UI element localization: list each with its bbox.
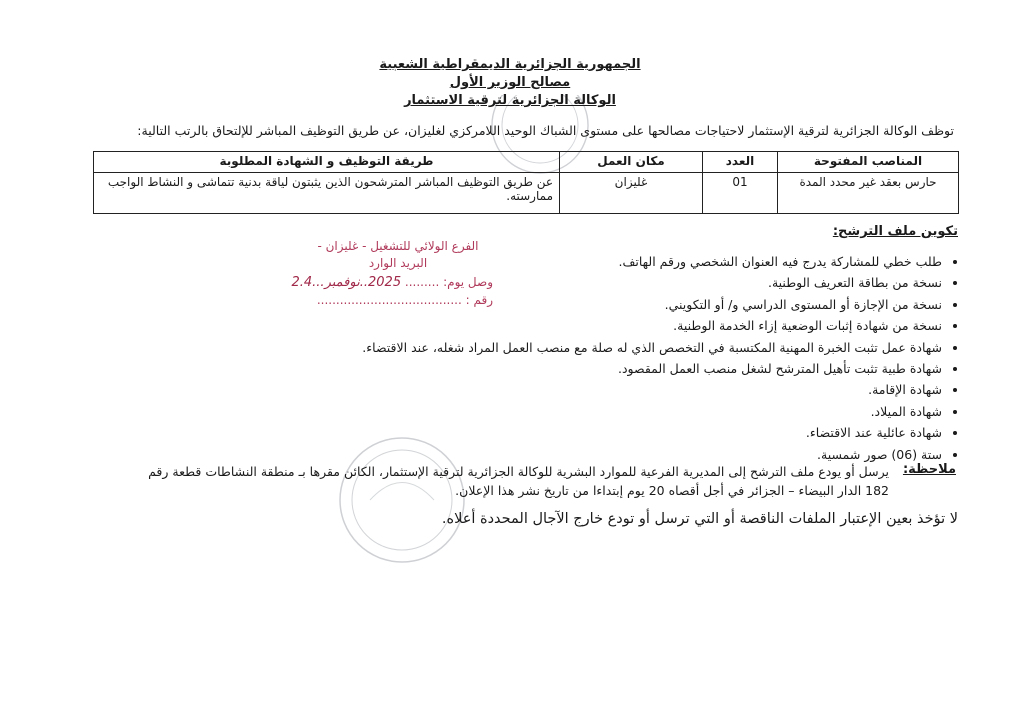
- list-item: • نسخة من بطاقة التعريف الوطنية.: [362, 272, 942, 293]
- stamp-received-label: وصل يوم:: [443, 275, 493, 289]
- table-row: [94, 173, 959, 214]
- table-header-row: [94, 152, 959, 173]
- col-header-method: طريقة التوظيف و الشهادة المطلوبة: [94, 152, 560, 173]
- list-item: • شهادة الميلاد.: [362, 401, 942, 422]
- cell-position: حارس بعقد غير محدد المدة: [778, 173, 959, 214]
- cell-location: غليزان: [560, 173, 703, 214]
- stamp-office-line: الفرع الولائي للتشغيل - غليزان -: [317, 239, 479, 253]
- col-header-location: مكان العمل: [560, 152, 703, 173]
- list-item: • شهادة طبية تثبت تأهيل المترشح لشغل منصب العمل المقصود.: [362, 358, 942, 379]
- final-warning: لا تؤخذ بعين الإعتبار الملفات الناقصة أو التي ترسل أو تودع خارج الآجال المحددة أعلاه.: [441, 511, 958, 527]
- republic-title: الجمهورية الجزائرية الديمقراطية الشعبية: [379, 57, 641, 72]
- agency-title: الوكالة الجزائرية لترقية الاستثمار: [404, 93, 616, 108]
- list-item: • شهادة عائلية عند الاقتضاء.: [362, 422, 942, 443]
- stamp-received-row: وصل يوم: ......... 2025..نوفمبر...2.4: [291, 275, 493, 290]
- list-item: • نسخة من الإجازة أو المستوى الدراسي و/ أو التكويني.: [362, 294, 942, 315]
- list-item: • ستة (06) صور شمسية.: [362, 444, 942, 465]
- intro-paragraph: توظف الوكالة الجزائرية لترقية الإستثمار لاحتياجات مصالحها على مستوى الشباك الوحيد اللامركزي لغليزان، عن طريق التوظيف المباشر للإلتحاق بالرتب التالية:: [137, 123, 954, 138]
- list-item: • شهادة الإقامة.: [362, 379, 942, 400]
- list-item: • شهادة عمل تثبت الخبرة المهنية المكتسبة في التخصص الذي له صلة مع منصب العمل المراد شغله، عند الاقتضاء.: [362, 337, 942, 358]
- positions-table: [93, 151, 959, 214]
- col-header-positions: المناصب المفتوحة: [778, 152, 959, 173]
- file-section-title: تكوين ملف الترشح:: [832, 224, 958, 239]
- document-header: [320, 56, 700, 110]
- list-item: • نسخة من شهادة إثبات الوضعية إزاء الخدمة الوطنية.: [362, 315, 942, 336]
- stamp-number-label: رقم :: [465, 293, 493, 307]
- note-text: يرسل أو يودع ملف الترشح إلى المديرية الفرعية للموارد البشرية للوكالة الجزائرية لترقية الإستثمار، الكائن مقرها بـ منطقة النشاطات قطعة رقم 182 الدار البيضاء – الجزائر في أجل أقصاه 20 يوم إبتداءا من تاريخ نشر هذا الإعلان.: [148, 464, 889, 498]
- cell-method: عن طريق التوظيف المباشر المترشحون الذين يثبتون لياقة بدنية تتماشى و النشاط الواجب ممارسته.: [94, 173, 560, 214]
- note-label: ملاحظة:: [902, 462, 956, 477]
- col-header-count: العدد: [703, 152, 778, 173]
- stamp-number-row: رقم : ......................................: [316, 293, 493, 307]
- reception-stamp: [243, 238, 493, 307]
- list-item: • طلب خطي للمشاركة يدرج فيه العنوان الشخصي ورقم الهاتف.: [362, 251, 942, 272]
- stamp-mail-line: البريد الوارد: [368, 256, 428, 270]
- ministry-title: مصالح الوزير الأول: [449, 75, 571, 90]
- cell-count: 01: [703, 173, 778, 214]
- stamp-received-date: 2025..نوفمبر...2.4: [291, 275, 402, 290]
